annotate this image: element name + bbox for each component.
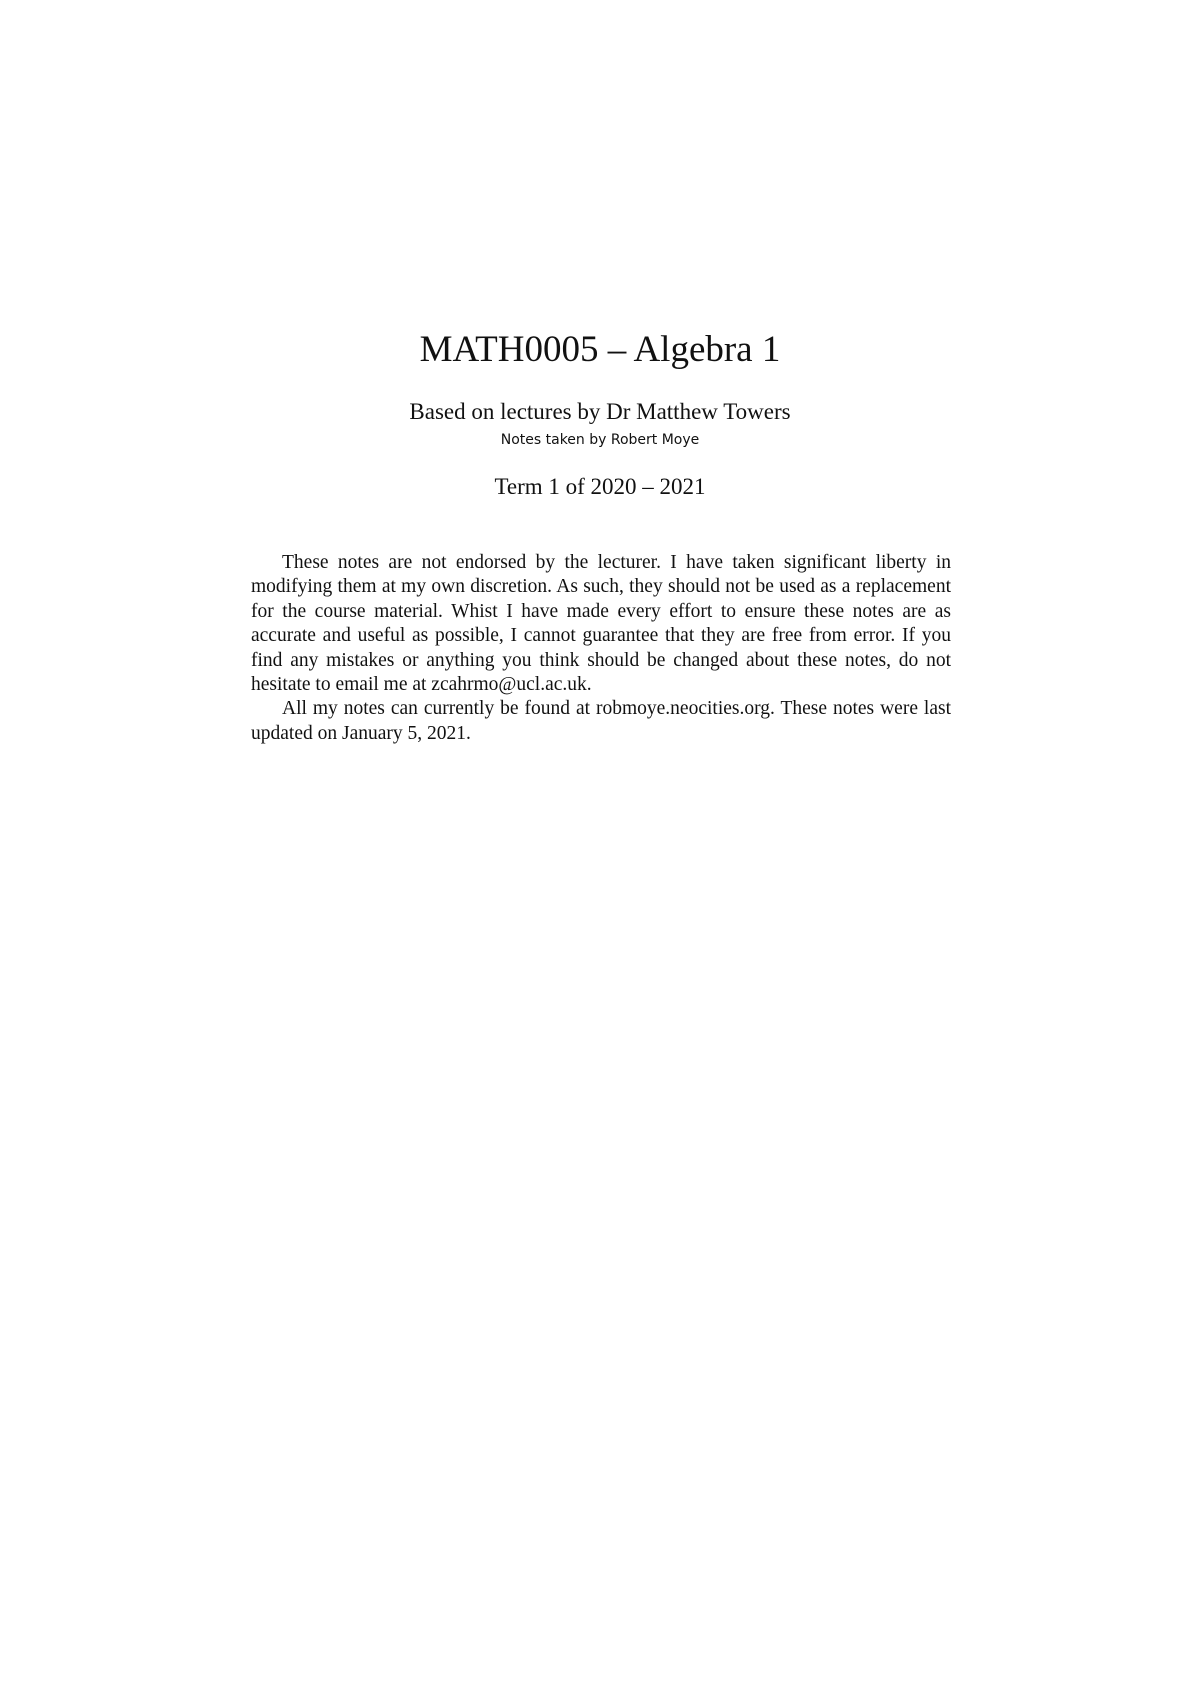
document-title: MATH0005 – Algebra 1 [419, 329, 781, 370]
lecturer-line: Based on lectures by Dr Matthew Towers [409, 399, 791, 424]
abstract [251, 551, 951, 746]
abstract-paragraph-2: All my notes can currently be found at robmoye.neocities.org. These notes were last updated on January 5, 2021. [251, 698, 951, 744]
abstract-paragraph-1: These notes are not endorsed by the lecturer. I have taken significant liberty in modifying them at my own discretion. As such, they should not be used as a replacement for the course material. Whist I have made every effort to ensure these notes are as accurate and useful as possible, I cannot guarantee that they are free from error. If you find any mistakes or anything you think should be changed about these notes, do not hesitate to email me at zcahrmo@ucl.ac.uk. [251, 552, 951, 696]
author-line: Notes taken by Robert Moye [500, 432, 700, 448]
term-line: Term 1 of 2020 – 2021 [494, 474, 706, 499]
